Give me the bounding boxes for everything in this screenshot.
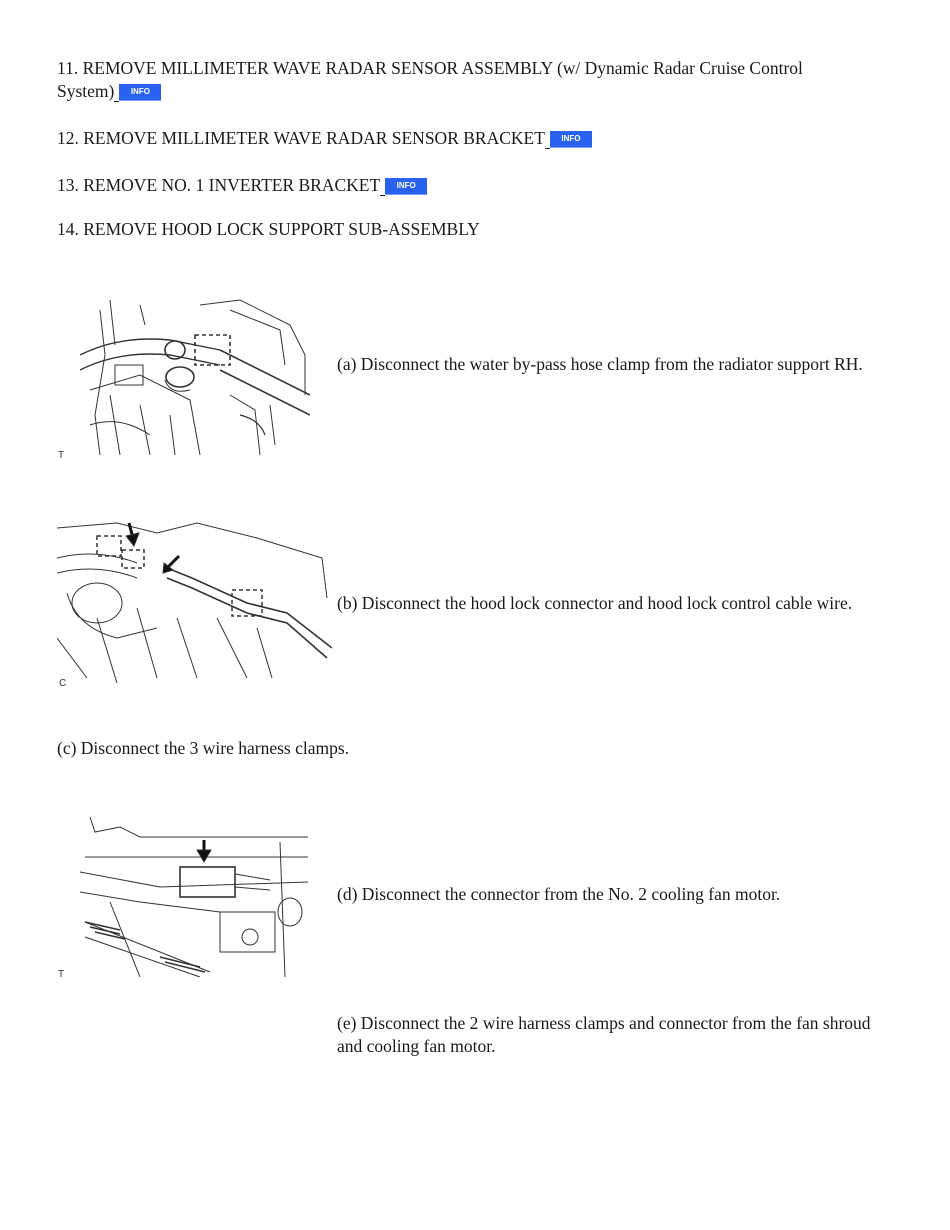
step-12-text: 12. REMOVE MILLIMETER WAVE RADAR SENSOR BRACKET (57, 128, 545, 148)
substep-e: (e) Disconnect the 2 wire harness clamps and connector from the fan shroud and cooling fan motor. (337, 1013, 871, 1056)
step-12 (57, 127, 592, 150)
substep-a: (a) Disconnect the water by-pass hose clamp from the radiator support RH. (337, 354, 863, 374)
step-13-info-button[interactable]: INFO (385, 178, 427, 195)
substep-b: (b) Disconnect the hood lock connector and hood lock control cable wire. (337, 593, 853, 613)
figure-3-code: T (58, 969, 65, 980)
substep-d: (d) Disconnect the connector from the No. 2 cooling fan motor. (337, 884, 781, 904)
step-11-text-line2: System) (57, 81, 115, 101)
step-12-info-button[interactable]: INFO (550, 131, 592, 148)
figure-cooling-fan-connector (58, 812, 308, 980)
step-11-info-button[interactable]: INFO (119, 84, 161, 101)
substep-c: (c) Disconnect the 3 wire harness clamps. (57, 738, 350, 758)
step-11-text-line1: 11. REMOVE MILLIMETER WAVE RADAR SENSOR ASSEMBLY (w/ Dynamic Radar Cruise Control (57, 58, 803, 78)
figure-water-bypass-hose (58, 295, 310, 461)
step-13 (57, 174, 427, 197)
figure-hood-lock-connector (57, 518, 332, 689)
step-14-text: 14. REMOVE HOOD LOCK SUPPORT SUB-ASSEMBLY (57, 219, 480, 239)
figure-1-code: T (58, 450, 65, 461)
figure-2-code: C (59, 678, 67, 689)
step-13-text: 13. REMOVE NO. 1 INVERTER BRACKET (57, 175, 381, 195)
step-11 (57, 57, 917, 103)
step-14 (57, 218, 480, 241)
